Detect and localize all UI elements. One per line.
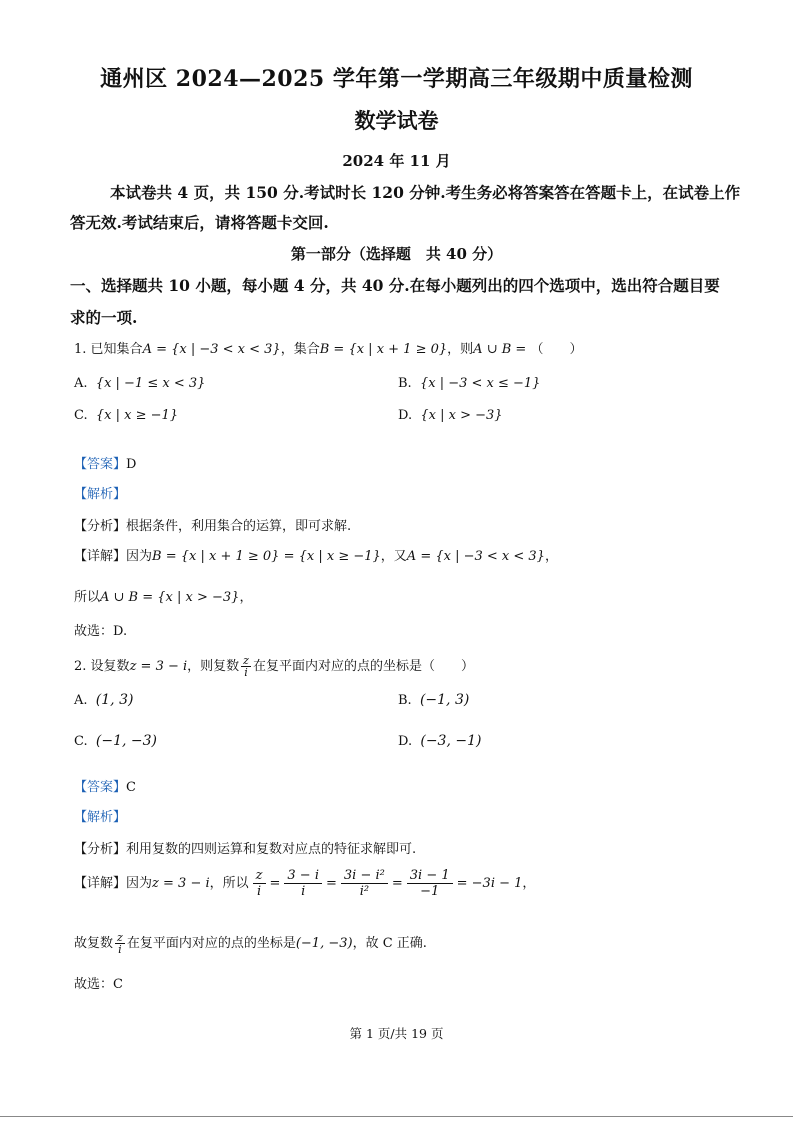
option-label: B. [398,693,412,708]
option-text: {x | −1 ≤ x < 3} [95,376,206,391]
fraction-z-over-i [115,932,125,955]
page-footer: 第 1 页/共 19 页 [349,1026,444,1041]
fraction-denominator: i [118,943,122,956]
q1-conclusion [74,586,252,605]
result-expression: = −3i − 1 [456,876,523,891]
q1-option-c [74,408,178,423]
q2-text-2: ，则复数 [187,659,240,674]
fraction-3-minus-i-over-i [284,868,322,899]
equals-sign: = [391,876,403,891]
q2-detail [74,868,535,899]
option-text: (−1, −3) [95,733,157,749]
fraction-z-over-i [241,655,251,678]
option-text: (1, 3) [95,692,134,708]
page-title: 通州区 2024—2025 学年第一学期高三年级期中质量检测 [100,66,693,92]
section-instructions-line-2: 求的一项. [70,308,138,327]
fenxi-text: 利用复数的四则运算和复数对应点的特征求解即可. [126,842,417,857]
conclusion-text-2: 在复平面内对应的点的坐标是 [126,936,296,951]
detail-math-2: A = {x | −3 < x < 3} [406,549,545,564]
analysis-tag: 【解析】 [74,810,127,825]
q2-option-c [74,733,157,749]
fraction-denominator: i² [359,884,370,899]
q1-fenxi [74,515,351,534]
fenxi-tag: 【分析】 [74,519,127,534]
exam-date: 2024 年 11 月 [342,152,451,170]
instructions-line-2: 答无效.考试结束后，请将答题卡交回. [70,213,329,232]
q1-text-3: ，则 [447,342,474,357]
fraction-denominator: i [244,666,248,679]
fraction-numerator: 3i − i² [341,868,388,884]
exam-subtitle: 数学试卷 [354,108,439,133]
q2-answer [74,776,136,795]
conclusion-text-3: ，故 C 正确. [352,936,427,951]
fraction-denominator: −1 [420,884,440,899]
option-text: (−3, −1) [420,733,482,749]
detail-math-1: z = 3 − i [152,876,210,891]
complex-z-expression: z = 3 − i [129,659,188,674]
fenxi-text: 根据条件，利用集合的运算，即可求解. [126,519,352,534]
option-label: C. [74,408,88,423]
question-2-stem [74,655,474,678]
conclusion-math: A ∪ B = {x | x > −3} [100,590,240,605]
option-text: {x | −3 < x ≤ −1} [419,376,541,391]
option-label: C. [74,734,88,749]
set-a-expression: A = {x | −3 < x < 3} [142,342,281,357]
q2-text-3: 在复平面内对应的点的坐标是（ ） [252,659,474,674]
detail-tag: 【详解】 [74,549,127,564]
part-heading: 第一部分（选择题 共 40 分） [290,245,503,263]
set-b-expression: B = {x | x + 1 ≥ 0} [319,342,448,357]
fraction-numerator: z [253,868,266,884]
q1-text-2: ，集合 [280,342,320,357]
detail-text-1: 因为 [126,549,153,564]
conclusion-text-1: 故复数 [74,936,114,951]
equals-sign: = [326,876,337,891]
q2-option-d [398,733,481,749]
question-1-stem [74,338,582,357]
fraction-denominator: i [301,884,306,899]
q2-text-1: 设复数 [90,659,130,674]
detail-text-2: ，又 [380,549,407,564]
detail-math-1: B = {x | x + 1 ≥ 0} = {x | x ≥ −1} [152,549,381,564]
answer-tag: 【答案】 [74,780,127,795]
answer-value: C [126,780,136,795]
conclusion-end: ， [239,590,253,605]
fraction-z-over-i [253,868,266,899]
option-label: D. [398,734,413,749]
q1-choice: 故选：D. [74,624,128,639]
fraction-numerator: z [243,654,249,667]
fraction-3i-minus-1-over-minus-1 [407,868,453,899]
analysis-tag: 【解析】 [74,487,127,502]
q2-analysis-heading [74,806,126,825]
instructions-line-1: 本试卷共 4 页，共 150 分.考试时长 120 分钟.考生务必将答案答在答题卡上，在试卷上作 [110,183,741,202]
q1-answer [74,453,136,472]
q2-option-a [74,692,133,708]
fraction-denominator: i [256,884,262,899]
fraction-numerator: z [117,931,123,944]
option-label: B. [398,376,412,391]
option-text: (−1, 3) [419,692,470,708]
union-expression: A ∪ B = [473,342,527,357]
q1-detail [74,545,558,564]
detail-tag: 【详解】 [74,876,127,891]
question-number: 2. [74,659,87,674]
q1-text-1: 已知集合 [90,342,143,357]
question-number: 1. [74,342,87,357]
q2-fenxi [74,838,416,857]
bottom-divider [0,1116,793,1117]
detail-text-1: 因为 [126,876,153,891]
q1-option-b [398,376,540,391]
fraction-3i-minus-i2-over-i2 [341,868,388,899]
detail-text-3: ， [544,549,558,564]
option-label: A. [74,376,88,391]
option-text: {x | x > −3} [420,408,503,423]
q2-conclusion [74,932,427,955]
answer-tag: 【答案】 [74,457,127,472]
q2-choice: 故选：C [74,977,123,992]
fraction-numerator: 3 − i [284,868,322,884]
fenxi-tag: 【分析】 [74,842,127,857]
conclusion-text: 所以 [74,590,101,605]
fraction-numerator: 3i − 1 [407,868,453,884]
answer-blank: （ ） [530,342,583,357]
q2-option-b [398,692,469,708]
detail-text-3: ， [522,876,536,891]
answer-value: D [126,457,137,472]
equals-sign: = [269,876,281,891]
option-label: A. [74,693,88,708]
q1-option-a [74,376,205,391]
detail-text-2: ，所以 [209,876,249,891]
conclusion-point: (−1, −3) [295,936,353,951]
option-label: D. [398,408,413,423]
q1-option-d [398,408,503,423]
section-instructions-line-1: 一、选择题共 10 小题，每小题 4 分，共 40 分.在每小题列出的四个选项中，选出符合题目要 [70,276,720,295]
option-text: {x | x ≥ −1} [95,408,179,423]
q1-analysis-heading [74,483,126,502]
